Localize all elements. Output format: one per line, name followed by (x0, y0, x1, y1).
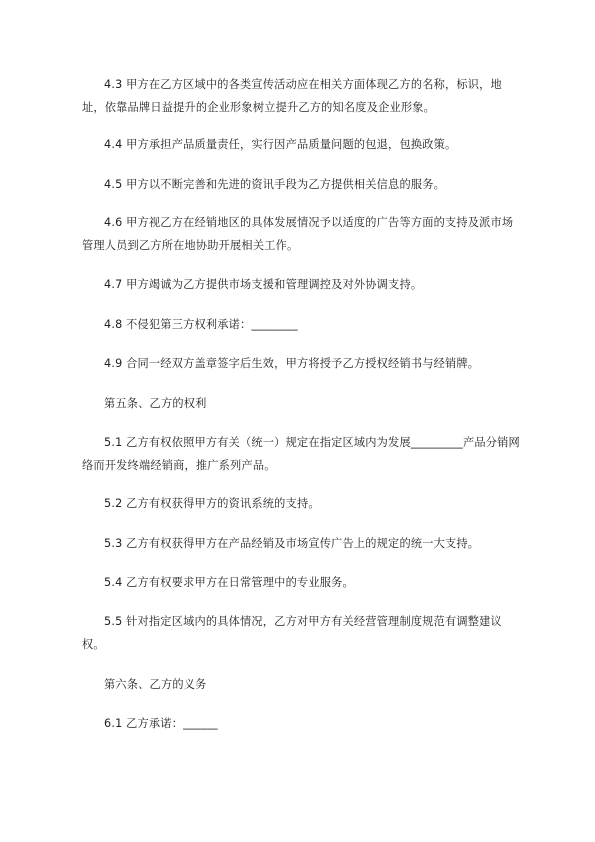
clause-4-9: 4.9 合同一经双方盖章签字后生效，甲方将授予乙方授权经销书与经销牌。 (104, 357, 480, 370)
clause-5-3: 5.3 乙方有权获得甲方在产品经销及市场宣传广告上的规定的统一大支持。 (104, 537, 480, 550)
clause-6-1: 6.1 乙方承诺：______ (104, 717, 218, 730)
section-heading-6: 第六条、乙方的义务 (104, 678, 207, 691)
clause-4-7: 4.7 甲方竭诚为乙方提供市场支援和管理调控及对外协调支持。 (104, 278, 423, 291)
section-heading-5: 第五条、乙方的权利 (104, 397, 207, 410)
clause-4-3: 4.3 甲方在乙方区域中的各类宣传活动应在相关方面体现乙方的名称，标识，地址，依靠品牌日益提升的企业形象树立提升乙方的知名度及企业形象。 (82, 78, 502, 114)
clause-5-4: 5.4 乙方有权要求甲方在日常管理中的专业服务。 (104, 576, 354, 589)
clause-5-1: 5.1 乙方有权依照甲方有关（统一）规定在指定区域内为发展_________产品分销网络而开发终端经销商，推广系列产品。 (82, 436, 520, 472)
clause-4-5: 4.5 甲方以不断完善和先进的资讯手段为乙方提供相关信息的服务。 (104, 178, 445, 191)
clause-4-8: 4.8 不侵犯第三方权利承诺：________ (104, 318, 298, 331)
clause-5-5: 5.5 针对指定区域内的具体情况，乙方对甲方有关经营管理制度规范有调整建议权。 (82, 615, 502, 651)
clause-4-4: 4.4 甲方承担产品质量责任，实行因产品质量问题的包退，包换政策。 (104, 138, 457, 151)
clause-4-6: 4.6 甲方视乙方在经销地区的具体发展情况予以适度的广告等方面的支持及派市场管理人员到乙方所在地协助开展相关工作。 (82, 216, 514, 252)
clause-5-2: 5.2 乙方有权获得甲方的资讯系统的支持。 (104, 497, 320, 510)
